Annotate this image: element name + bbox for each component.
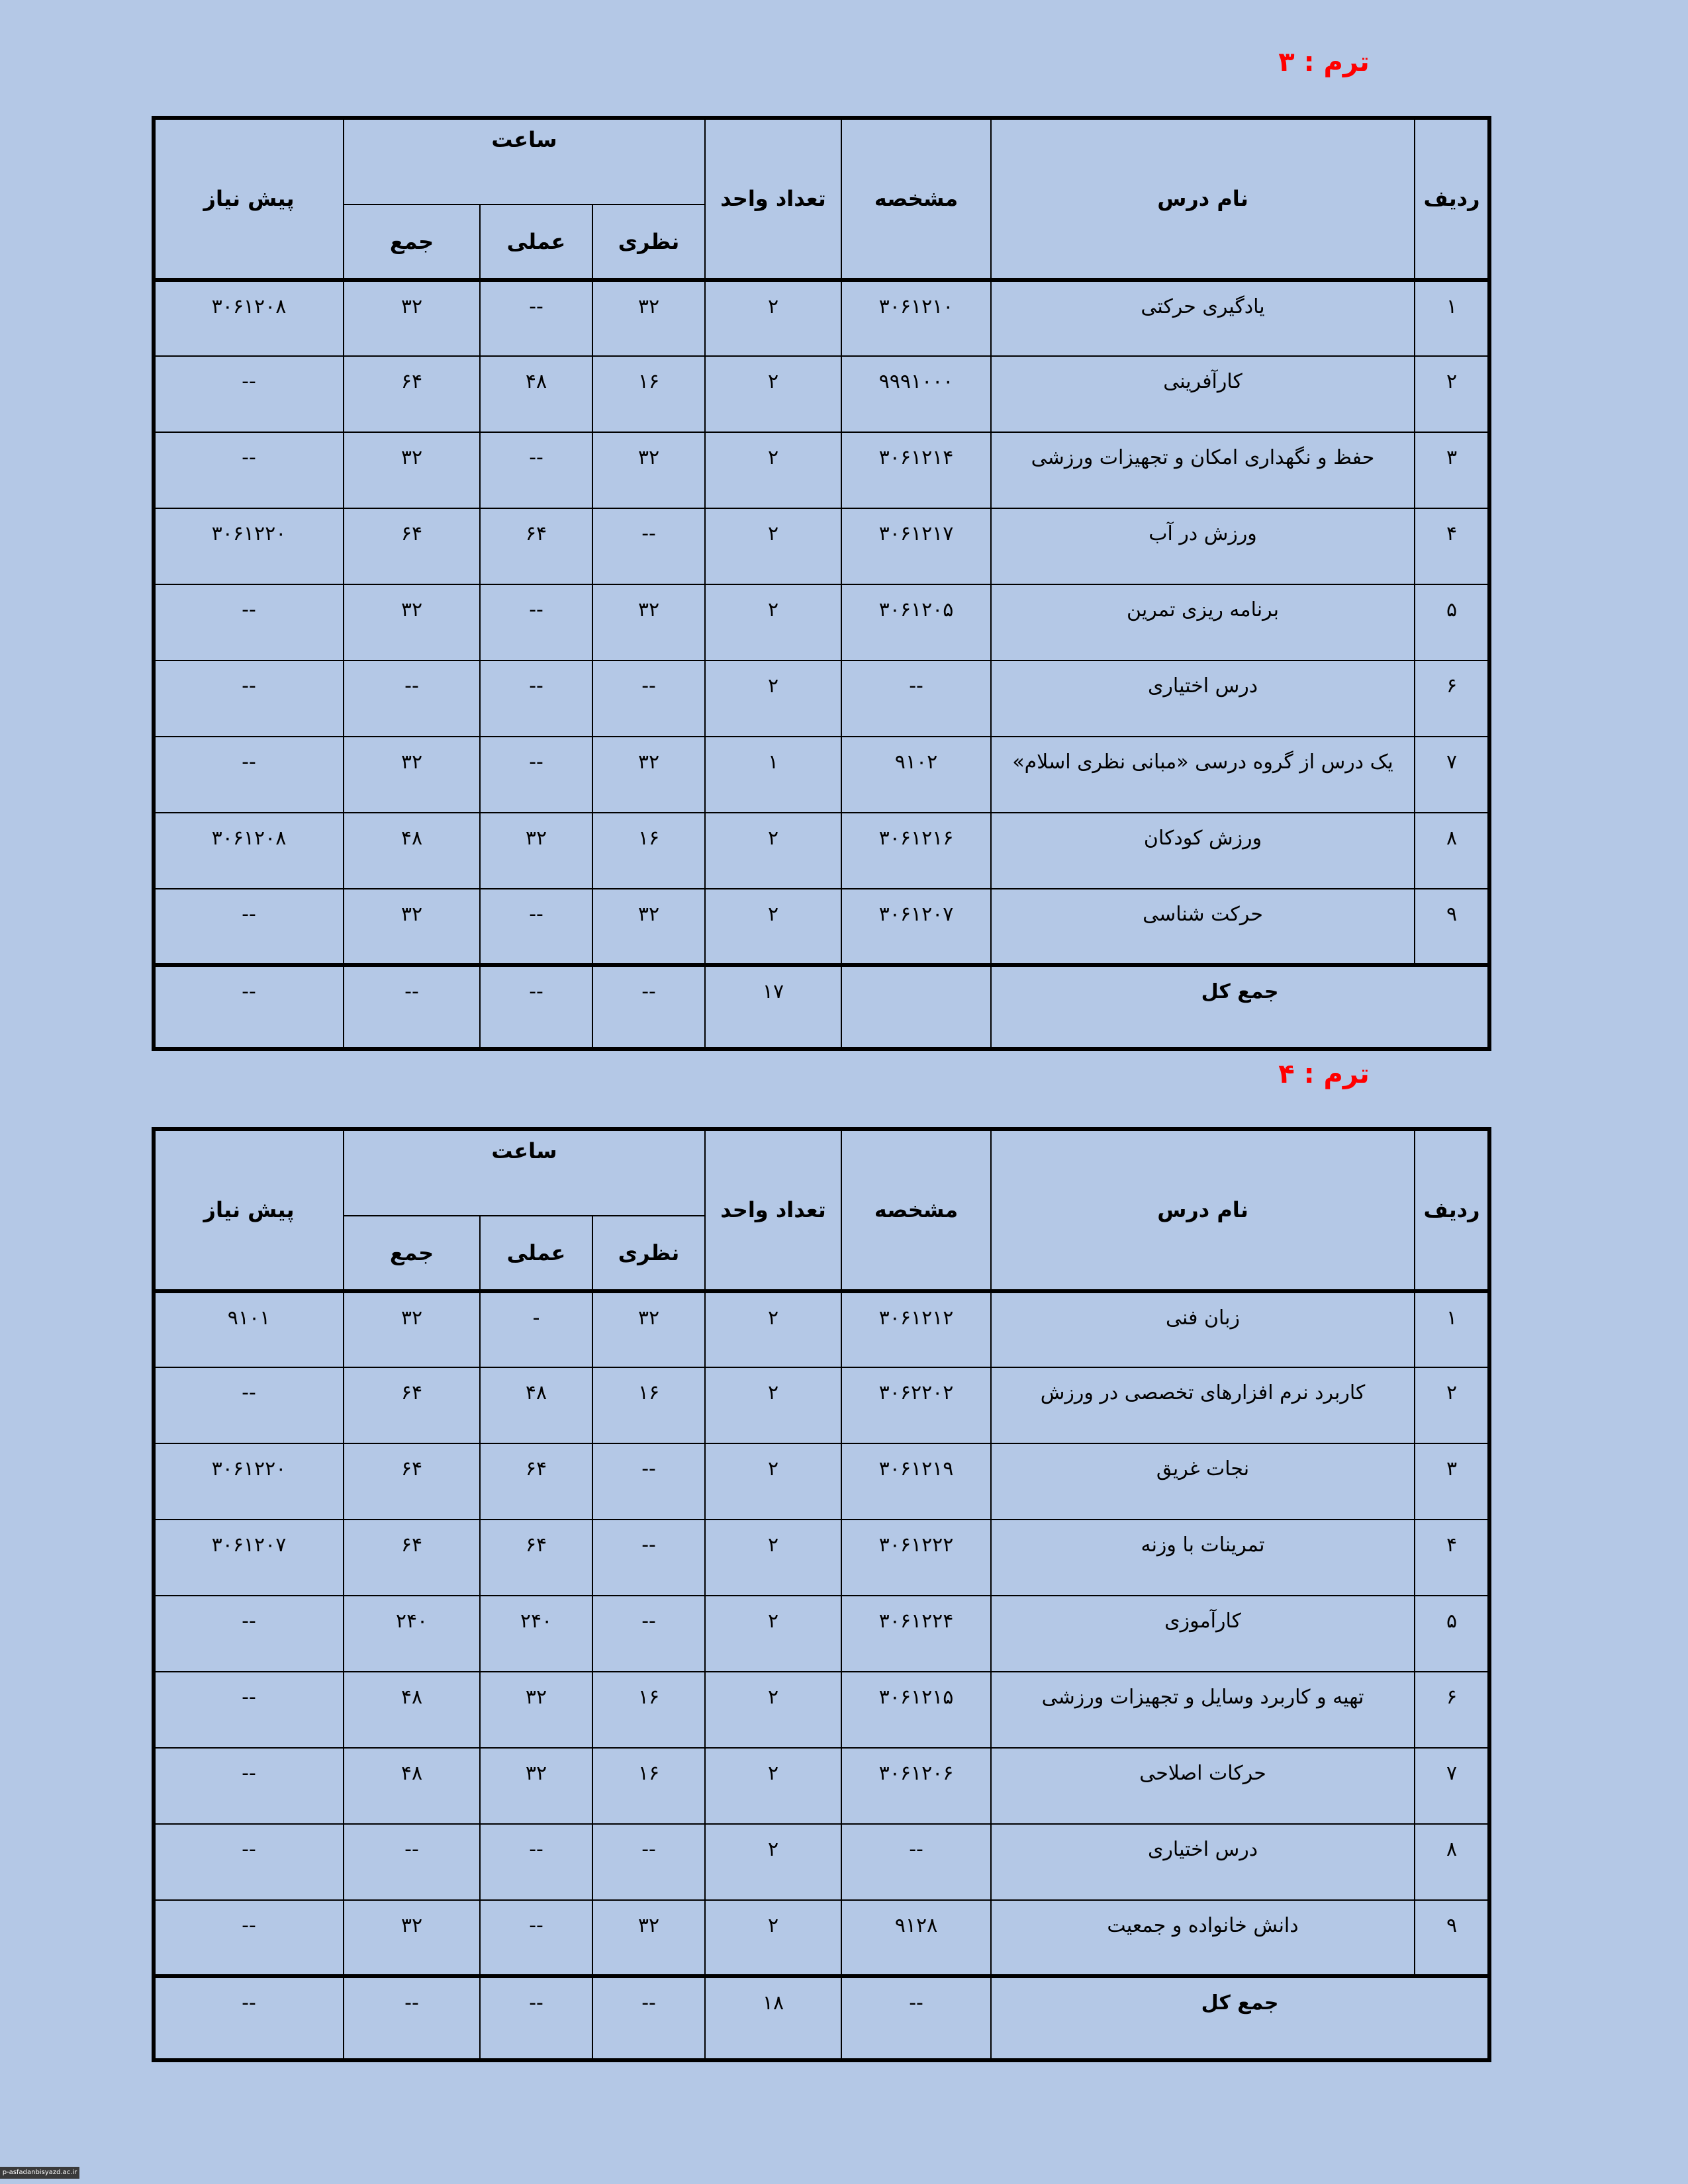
theory-hours: ۳۲ bbox=[592, 280, 705, 356]
course-name: ورزش کودکان bbox=[991, 813, 1415, 889]
course-units: ۲ bbox=[705, 1748, 841, 1824]
table-row bbox=[154, 280, 1489, 356]
row-number: ۸ bbox=[1415, 1824, 1489, 1900]
row-number: ۶ bbox=[1415, 660, 1489, 737]
theory-hours: ۳۲ bbox=[592, 737, 705, 813]
theory-hours: -- bbox=[592, 1520, 705, 1596]
theory-hours: ۱۶ bbox=[592, 1367, 705, 1443]
practical-hours: ۳۲ bbox=[480, 1748, 592, 1824]
practical-hours: -- bbox=[480, 584, 592, 660]
table-row bbox=[154, 1672, 1489, 1748]
course-name: حرکت شناسی bbox=[991, 889, 1415, 965]
theory-hours: ۱۶ bbox=[592, 1748, 705, 1824]
course-name: کارآفرینی bbox=[991, 356, 1415, 432]
course-name: زبان فنی bbox=[991, 1291, 1415, 1367]
row-number: ۵ bbox=[1415, 584, 1489, 660]
term4-title: ترم : ۴ bbox=[1278, 1059, 1370, 1089]
practical-hours: - bbox=[480, 1291, 592, 1367]
practical-hours: -- bbox=[480, 1900, 592, 1976]
table-row bbox=[154, 508, 1489, 584]
theory-hours: ۳۲ bbox=[592, 1291, 705, 1367]
table-row bbox=[154, 584, 1489, 660]
table-row bbox=[154, 1443, 1489, 1520]
course-name: درس اختیاری bbox=[991, 1824, 1415, 1900]
course-units: ۲ bbox=[705, 1900, 841, 1976]
prerequisite: ۳۰۶۱۲۰۸ bbox=[154, 813, 344, 889]
course-units: ۲ bbox=[705, 813, 841, 889]
total-label: جمع کل bbox=[991, 1976, 1489, 2060]
total-hours: ۳۲ bbox=[344, 737, 480, 813]
course-code: ۳۰۶۱۲۱۰ bbox=[841, 280, 991, 356]
row-number: ۳ bbox=[1415, 432, 1489, 508]
header-sum: جمع bbox=[344, 205, 480, 280]
total-hours: ۶۴ bbox=[344, 1367, 480, 1443]
practical-hours: ۳۲ bbox=[480, 1672, 592, 1748]
total-hours: ۴۸ bbox=[344, 813, 480, 889]
table-row bbox=[154, 813, 1489, 889]
header-units: تعداد واحد bbox=[705, 118, 841, 280]
course-name: یک درس از گروه درسی «مبانی نظری اسلام» bbox=[991, 737, 1415, 813]
total-code bbox=[841, 965, 991, 1048]
course-units: ۲ bbox=[705, 584, 841, 660]
total-hours: ۶۴ bbox=[344, 356, 480, 432]
prerequisite: -- bbox=[154, 1596, 344, 1672]
total-practical: -- bbox=[480, 965, 592, 1048]
course-code: ۳۰۶۲۲۰۲ bbox=[841, 1367, 991, 1443]
total-row bbox=[154, 1976, 1489, 2060]
course-name: حرکات اصلاحی bbox=[991, 1748, 1415, 1824]
practical-hours: -- bbox=[480, 660, 592, 737]
total-hours: ۳۲ bbox=[344, 889, 480, 965]
prerequisite: -- bbox=[154, 1672, 344, 1748]
total-hours: -- bbox=[344, 1824, 480, 1900]
header-row-number: ردیف bbox=[1415, 118, 1489, 280]
course-code: ۳۰۶۱۲۰۶ bbox=[841, 1748, 991, 1824]
total-prerequisite: -- bbox=[154, 1976, 344, 2060]
total-hours: ۴۸ bbox=[344, 1672, 480, 1748]
header-code: مشخصه bbox=[841, 1130, 991, 1291]
prerequisite: -- bbox=[154, 432, 344, 508]
course-code: ۹۱۰۲ bbox=[841, 737, 991, 813]
course-code: ۹۹۹۱۰۰۰ bbox=[841, 356, 991, 432]
row-number: ۹ bbox=[1415, 1900, 1489, 1976]
total-hours: ۳۲ bbox=[344, 1291, 480, 1367]
total-hours: ۳۲ bbox=[344, 584, 480, 660]
header-units: تعداد واحد bbox=[705, 1130, 841, 1291]
table-row bbox=[154, 1900, 1489, 1976]
total-hours: ۳۲ bbox=[344, 1900, 480, 1976]
row-number: ۴ bbox=[1415, 1520, 1489, 1596]
practical-hours: ۳۲ bbox=[480, 813, 592, 889]
total-theory: -- bbox=[592, 965, 705, 1048]
theory-hours: -- bbox=[592, 1596, 705, 1672]
row-number: ۶ bbox=[1415, 1672, 1489, 1748]
prerequisite: ۳۰۶۱۲۰۸ bbox=[154, 280, 344, 356]
table-row bbox=[154, 660, 1489, 737]
prerequisite: ۳۰۶۱۲۰۷ bbox=[154, 1520, 344, 1596]
row-number: ۹ bbox=[1415, 889, 1489, 965]
row-number: ۳ bbox=[1415, 1443, 1489, 1520]
table-row bbox=[154, 432, 1489, 508]
prerequisite: -- bbox=[154, 356, 344, 432]
total-practical: -- bbox=[480, 1976, 592, 2060]
table-row bbox=[154, 1520, 1489, 1596]
theory-hours: ۳۲ bbox=[592, 432, 705, 508]
course-name: برنامه ریزی تمرین bbox=[991, 584, 1415, 660]
header-theory: نظری bbox=[592, 205, 705, 280]
row-number: ۱ bbox=[1415, 1291, 1489, 1367]
total-hours: ۶۴ bbox=[344, 1443, 480, 1520]
header-theory: نظری bbox=[592, 1216, 705, 1291]
course-units: ۲ bbox=[705, 1520, 841, 1596]
prerequisite: -- bbox=[154, 889, 344, 965]
course-code: ۳۰۶۱۲۲۲ bbox=[841, 1520, 991, 1596]
course-name: کارآموزی bbox=[991, 1596, 1415, 1672]
row-number: ۸ bbox=[1415, 813, 1489, 889]
course-code: ۳۰۶۱۲۰۵ bbox=[841, 584, 991, 660]
prerequisite: ۳۰۶۱۲۲۰ bbox=[154, 1443, 344, 1520]
term3-title: ترم : ۳ bbox=[1278, 47, 1370, 77]
row-number: ۷ bbox=[1415, 737, 1489, 813]
prerequisite: -- bbox=[154, 737, 344, 813]
header-sum: جمع bbox=[344, 1216, 480, 1291]
table-row bbox=[154, 737, 1489, 813]
course-name: حفظ و نگهداری امکان و تجهیزات ورزشی bbox=[991, 432, 1415, 508]
theory-hours: -- bbox=[592, 508, 705, 584]
header-row-number: ردیف bbox=[1415, 1130, 1489, 1291]
course-units: ۲ bbox=[705, 1824, 841, 1900]
table-row bbox=[154, 1596, 1489, 1672]
header-practical: عملی bbox=[480, 205, 592, 280]
total-theory: -- bbox=[592, 1976, 705, 2060]
course-units: ۲ bbox=[705, 889, 841, 965]
practical-hours: ۴۸ bbox=[480, 1367, 592, 1443]
term4-course-table bbox=[154, 1129, 1489, 2060]
course-code: -- bbox=[841, 660, 991, 737]
theory-hours: -- bbox=[592, 660, 705, 737]
course-units: ۲ bbox=[705, 1596, 841, 1672]
course-name: کاربرد نرم افزارهای تخصصی در ورزش bbox=[991, 1367, 1415, 1443]
practical-hours: ۲۴۰ bbox=[480, 1596, 592, 1672]
total-hours: ۳۲ bbox=[344, 432, 480, 508]
header-hours: ساعت bbox=[344, 118, 705, 205]
course-name: ورزش در آب bbox=[991, 508, 1415, 584]
total-units: ۱۷ bbox=[705, 965, 841, 1048]
course-units: ۲ bbox=[705, 1367, 841, 1443]
course-units: ۲ bbox=[705, 508, 841, 584]
course-units: ۲ bbox=[705, 1443, 841, 1520]
prerequisite: -- bbox=[154, 1748, 344, 1824]
header-prerequisite: پیش نیاز bbox=[154, 1130, 344, 1291]
row-number: ۱ bbox=[1415, 280, 1489, 356]
total-hours: ۶۴ bbox=[344, 508, 480, 584]
row-number: ۲ bbox=[1415, 356, 1489, 432]
course-code: ۳۰۶۱۲۱۲ bbox=[841, 1291, 991, 1367]
course-units: ۲ bbox=[705, 280, 841, 356]
row-number: ۴ bbox=[1415, 508, 1489, 584]
table-row bbox=[154, 1291, 1489, 1367]
practical-hours: -- bbox=[480, 280, 592, 356]
course-units: ۲ bbox=[705, 660, 841, 737]
prerequisite: ۹۱۰۱ bbox=[154, 1291, 344, 1367]
practical-hours: ۶۴ bbox=[480, 508, 592, 584]
total-hours: ۴۸ bbox=[344, 1748, 480, 1824]
theory-hours: -- bbox=[592, 1824, 705, 1900]
course-code: ۳۰۶۱۲۰۷ bbox=[841, 889, 991, 965]
theory-hours: ۱۶ bbox=[592, 356, 705, 432]
course-units: ۲ bbox=[705, 432, 841, 508]
course-code: ۳۰۶۱۲۱۴ bbox=[841, 432, 991, 508]
course-name: تمرینات با وزنه bbox=[991, 1520, 1415, 1596]
course-name: تهیه و کاربرد وسایل و تجهیزات ورزشی bbox=[991, 1672, 1415, 1748]
header-course-name: نام درس bbox=[991, 1130, 1415, 1291]
theory-hours: ۳۲ bbox=[592, 889, 705, 965]
course-code: -- bbox=[841, 1824, 991, 1900]
table-row bbox=[154, 1367, 1489, 1443]
course-units: ۲ bbox=[705, 356, 841, 432]
prerequisite: -- bbox=[154, 660, 344, 737]
total-hours: ۳۲ bbox=[344, 280, 480, 356]
site-logo: p-asfadanbisyazd.ac.ir bbox=[0, 2167, 79, 2179]
total-sum: -- bbox=[344, 965, 480, 1048]
table-row bbox=[154, 1748, 1489, 1824]
table-row bbox=[154, 889, 1489, 965]
practical-hours: -- bbox=[480, 889, 592, 965]
theory-hours: ۱۶ bbox=[592, 813, 705, 889]
table-row bbox=[154, 356, 1489, 432]
header-hours: ساعت bbox=[344, 1130, 705, 1216]
course-code: ۳۰۶۱۲۱۷ bbox=[841, 508, 991, 584]
row-number: ۲ bbox=[1415, 1367, 1489, 1443]
practical-hours: ۶۴ bbox=[480, 1443, 592, 1520]
term3-course-table bbox=[154, 118, 1489, 1049]
header-prerequisite: پیش نیاز bbox=[154, 118, 344, 280]
prerequisite: ۳۰۶۱۲۲۰ bbox=[154, 508, 344, 584]
total-row bbox=[154, 965, 1489, 1048]
practical-hours: ۴۸ bbox=[480, 356, 592, 432]
total-hours: ۶۴ bbox=[344, 1520, 480, 1596]
header-practical: عملی bbox=[480, 1216, 592, 1291]
course-code: ۳۰۶۱۲۱۹ bbox=[841, 1443, 991, 1520]
practical-hours: -- bbox=[480, 737, 592, 813]
prerequisite: -- bbox=[154, 1824, 344, 1900]
theory-hours: ۱۶ bbox=[592, 1672, 705, 1748]
total-hours: ۲۴۰ bbox=[344, 1596, 480, 1672]
course-name: نجات غریق bbox=[991, 1443, 1415, 1520]
course-units: ۱ bbox=[705, 737, 841, 813]
course-code: ۳۰۶۱۲۱۶ bbox=[841, 813, 991, 889]
header-course-name: نام درس bbox=[991, 118, 1415, 280]
practical-hours: ۶۴ bbox=[480, 1520, 592, 1596]
total-sum: -- bbox=[344, 1976, 480, 2060]
total-code: -- bbox=[841, 1976, 991, 2060]
row-number: ۵ bbox=[1415, 1596, 1489, 1672]
course-name: دانش خانواده و جمعیت bbox=[991, 1900, 1415, 1976]
prerequisite: -- bbox=[154, 1367, 344, 1443]
theory-hours: ۳۲ bbox=[592, 1900, 705, 1976]
theory-hours: ۳۲ bbox=[592, 584, 705, 660]
total-hours: -- bbox=[344, 660, 480, 737]
course-code: ۹۱۲۸ bbox=[841, 1900, 991, 1976]
course-units: ۲ bbox=[705, 1672, 841, 1748]
total-units: ۱۸ bbox=[705, 1976, 841, 2060]
practical-hours: -- bbox=[480, 1824, 592, 1900]
prerequisite: -- bbox=[154, 584, 344, 660]
row-number: ۷ bbox=[1415, 1748, 1489, 1824]
total-prerequisite: -- bbox=[154, 965, 344, 1048]
course-name: درس اختیاری bbox=[991, 660, 1415, 737]
prerequisite: -- bbox=[154, 1900, 344, 1976]
table-row bbox=[154, 1824, 1489, 1900]
theory-hours: -- bbox=[592, 1443, 705, 1520]
course-code: ۳۰۶۱۲۱۵ bbox=[841, 1672, 991, 1748]
course-name: یادگیری حرکتی bbox=[991, 280, 1415, 356]
total-label: جمع کل bbox=[991, 965, 1489, 1048]
course-code: ۳۰۶۱۲۲۴ bbox=[841, 1596, 991, 1672]
course-units: ۲ bbox=[705, 1291, 841, 1367]
header-code: مشخصه bbox=[841, 118, 991, 280]
practical-hours: -- bbox=[480, 432, 592, 508]
